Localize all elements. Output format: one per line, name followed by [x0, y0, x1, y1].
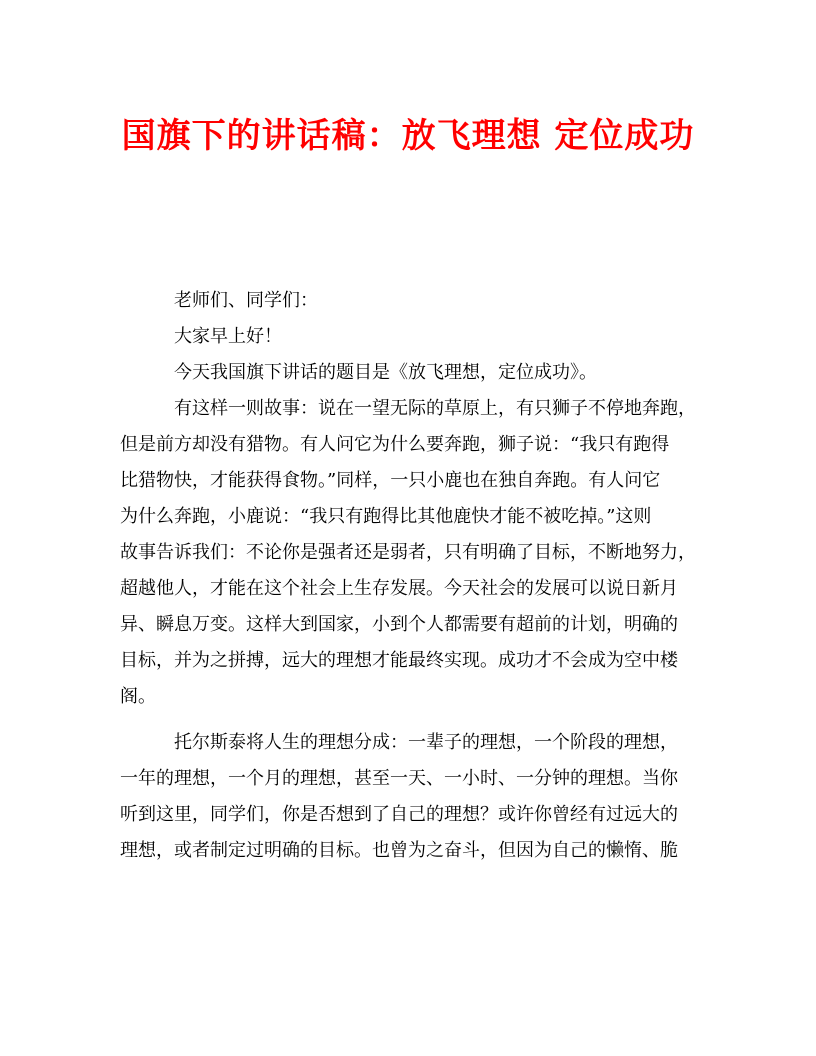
document-title: 国旗下的讲话稿：放飞理想 定位成功 [121, 116, 695, 156]
paragraph-line: 超越他人，才能在这个社会上生存发展。今天社会的发展可以说日新月 [120, 578, 678, 599]
salutation: 老师们、同学们： [174, 290, 318, 311]
paragraph-line: 听到这里，同学们，你是否想到了自己的理想？或许你曾经有过远大的 [120, 804, 678, 825]
paragraph-1 [120, 391, 696, 715]
paragraph-line: 阁。 [120, 686, 156, 707]
paragraph-line: 托尔斯泰将人生的理想分成：一辈子的理想，一个阶段的理想， [174, 732, 678, 753]
greeting-line: 大家早上好！ [174, 326, 282, 347]
paragraph-line: 目标，并为之拼搏，远大的理想才能最终实现。成功才不会成为空中楼 [120, 650, 678, 671]
intro-line: 今天我国旗下讲话的题目是《放飞理想，定位成功》。 [174, 362, 597, 383]
paragraph-line: 一年的理想，一个月的理想，甚至一天、一小时、一分钟的理想。当你 [120, 768, 678, 789]
document-body [120, 283, 696, 869]
paragraph-line: 为什么奔跑，小鹿说：“我只有跑得比其他鹿快才能不被吃掉。”这则 [120, 506, 652, 527]
paragraph-line: 异、瞬息万变。这样大到国家，小到个人都需要有超前的计划，明确的 [120, 614, 678, 635]
paragraph-line: 有这样一则故事：说在一望无际的草原上，有只狮子不停地奔跑， [174, 398, 696, 419]
paragraph-line: 理想，或者制定过明确的目标。也曾为之奋斗，但因为自己的懒惰、脆 [120, 840, 678, 861]
paragraph-line: 故事告诉我们：不论你是强者还是弱者，只有明确了目标，不断地努力， [120, 542, 696, 563]
paragraph-line: 但是前方却没有猎物。有人问它为什么要奔跑，狮子说：“我只有跑得 [120, 434, 670, 455]
paragraph-line: 比猎物快，才能获得食物。”同样，一只小鹿也在独自奔跑。有人问它 [120, 470, 661, 491]
paragraph-2 [120, 725, 696, 869]
